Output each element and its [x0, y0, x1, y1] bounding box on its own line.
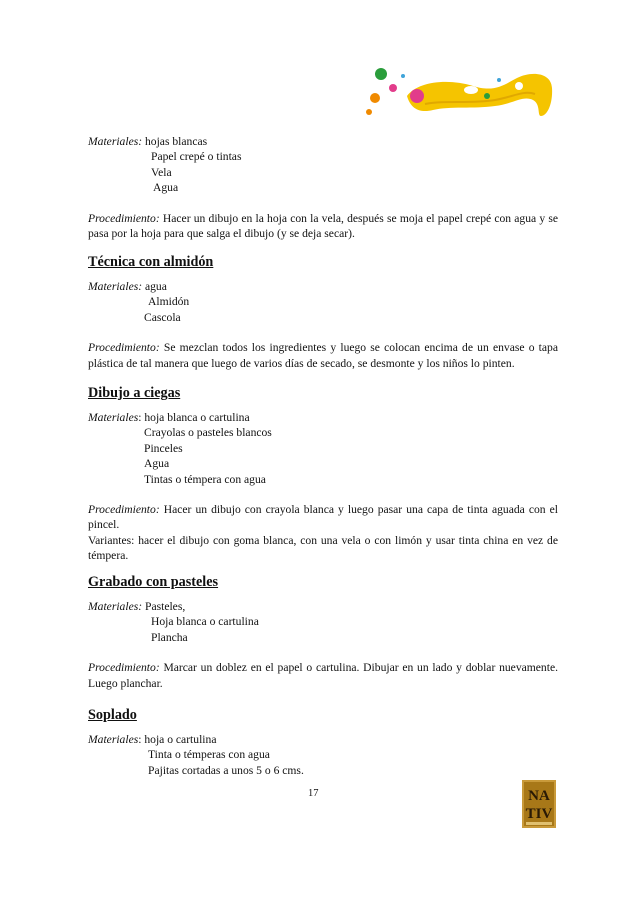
- material-item: Crayolas o pasteles blancos: [144, 426, 272, 440]
- material-item: Hoja blanca o cartulina: [151, 615, 259, 629]
- material-item: agua: [142, 280, 167, 293]
- section-almidon: [88, 253, 558, 371]
- material-item: Pasteles,: [142, 600, 186, 613]
- nativ-logo-icon: [522, 780, 556, 828]
- materials-line: [88, 279, 558, 294]
- materials-line: [88, 410, 558, 425]
- procedure-paragraph: [88, 660, 558, 691]
- material-item: : hoja blanca o cartulina: [138, 411, 250, 424]
- material-item: Cascola: [144, 310, 181, 324]
- svg-text:NA: NA: [528, 788, 550, 804]
- materials-label: Materiales:: [88, 600, 143, 613]
- procedure-text: Marcar un doblez en el papel o cartulina. Dibujar en un lado y doblar nuevamente. Luego planchar.: [88, 661, 558, 690]
- procedure-text: Hacer un dibujo con crayola blanca y luego pasar una capa de tinta aguada con el pincel.: [88, 503, 558, 532]
- materials-label: Materiales:: [88, 135, 143, 148]
- material-item: Papel crepé o tintas: [151, 150, 242, 164]
- section-heading: Grabado con pasteles: [88, 574, 219, 590]
- procedure-paragraph: [88, 340, 558, 371]
- section-initial: [88, 134, 558, 241]
- section-heading: Técnica con almidón: [88, 254, 214, 270]
- material-item: Agua: [153, 181, 179, 195]
- section-heading: Dibujo a ciegas: [88, 385, 181, 401]
- material-item: Pinceles: [144, 441, 183, 455]
- procedure-label: Procedimiento:: [88, 211, 160, 225]
- procedure-label: Procedimiento:: [88, 341, 160, 355]
- section-dibujo-a-ciegas: [88, 384, 558, 564]
- svg-text:TIV: TIV: [525, 806, 553, 822]
- material-item: hojas blancas: [142, 135, 208, 148]
- procedure-label: Procedimiento:: [88, 503, 160, 517]
- material-item: Tinta o témperas con agua: [148, 748, 270, 762]
- section-heading: Soplado: [88, 707, 137, 723]
- section-soplado: [88, 706, 558, 778]
- materials-label: Materiales: [88, 733, 139, 746]
- material-item: Vela: [151, 165, 172, 179]
- material-item: Almidón: [148, 295, 190, 309]
- materials-line: [88, 732, 558, 747]
- material-item: Tintas o témpera con agua: [144, 472, 266, 486]
- procedure-paragraph: [88, 502, 558, 533]
- materials-label: Materiales: [88, 411, 139, 424]
- procedure-paragraph: [88, 211, 558, 242]
- colorful-dots-logo-icon: [355, 66, 555, 124]
- variants-paragraph: Variantes: hacer el dibujo con goma blanca, con una vela o con limón y usar tinta china en vez de témpera.: [88, 533, 558, 563]
- material-item: Pajitas cortadas a unos 5 o 6 cms.: [148, 763, 304, 777]
- procedure-text: Hacer un dibujo en la hoja con la vela, después se moja el papel crepé con agua y se pasa por la hoja para que salga el dibujo (y se deja secar).: [88, 211, 558, 241]
- materials-line: [88, 599, 558, 614]
- materials-label: Materiales:: [88, 280, 143, 293]
- material-item: : hoja o cartulina: [138, 733, 217, 746]
- materials-line: [88, 134, 558, 149]
- procedure-text: Se mezclan todos los ingredientes y luego se colocan encima de un envase o tapa plástica de tal manera que luego de varios días de secado, se desmonte y los niños lo pinten.: [88, 341, 558, 370]
- material-item: Agua: [144, 457, 170, 471]
- procedure-label: Procedimiento:: [88, 661, 160, 675]
- material-item: Plancha: [151, 630, 188, 644]
- page-number: 17: [308, 788, 319, 799]
- section-grabado-con-pasteles: [88, 573, 558, 691]
